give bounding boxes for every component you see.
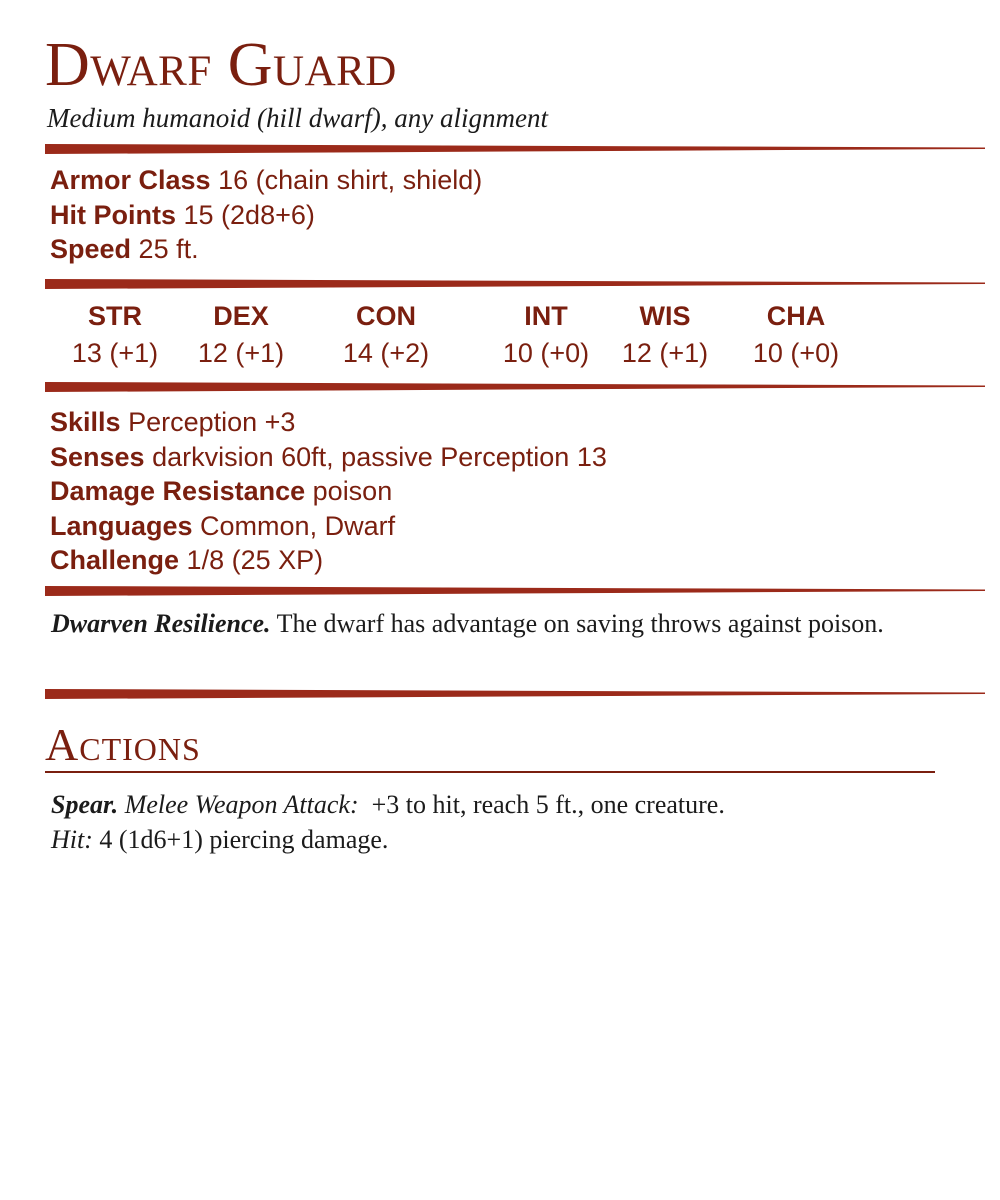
hit-points-label: Hit Points: [50, 199, 176, 230]
languages-label: Languages: [50, 510, 193, 541]
actions-heading: Actions: [45, 719, 201, 770]
speed-label: Speed: [50, 234, 132, 264]
ability-con: [331, 296, 441, 370]
skills-label: Skills: [50, 407, 121, 437]
divider-rule: [45, 689, 985, 699]
ability-int: [491, 296, 601, 370]
monster-name: Dwarf Guard: [45, 31, 397, 99]
speed-value: 25 ft.: [138, 234, 199, 264]
challenge-line: [50, 543, 607, 578]
damage-resistance-line: [50, 474, 607, 509]
senses-value: darkvision 60ft, passive Perception 13: [152, 441, 607, 472]
actions-heading-underline: [45, 771, 935, 773]
damage-resistance-value: poison: [312, 476, 393, 506]
divider-rule: [45, 586, 985, 596]
trait-dwarven-resilience: [51, 606, 951, 642]
action-hit-line: [51, 822, 951, 857]
action-hit-label: Hit:: [51, 825, 93, 854]
ability-name: CHA: [766, 301, 826, 331]
divider-rule: [45, 144, 985, 154]
ability-name: INT: [524, 301, 568, 331]
ability-score: 12 (+1): [197, 338, 285, 368]
armor-class-value: 16 (chain shirt, shield): [218, 165, 483, 195]
action-attack-text: +3 to hit, reach 5 ft., one creature.: [371, 790, 725, 819]
monster-meta: Medium humanoid (hill dwarf), any alignment: [47, 103, 548, 133]
speed-line: [50, 232, 482, 267]
hit-points-line: [50, 198, 482, 233]
armor-class-line: [50, 163, 482, 198]
ability-dex: [186, 296, 296, 370]
ability-cha: [741, 296, 851, 370]
basic-properties: [50, 163, 482, 267]
action-spear: [51, 787, 951, 857]
ability-score: 12 (+1): [621, 338, 709, 368]
ability-name: WIS: [639, 301, 691, 331]
trait-name: Dwarven Resilience.: [51, 609, 271, 638]
senses-line: [50, 440, 607, 475]
action-hit-text: 4 (1d6+1) piercing damage.: [99, 825, 389, 854]
languages-line: [50, 509, 607, 544]
skills-line: [50, 405, 607, 440]
ability-str: [60, 296, 170, 370]
divider-rule: [45, 279, 985, 289]
challenge-label: Challenge: [50, 545, 180, 575]
armor-class-label: Armor Class: [50, 165, 211, 195]
ability-score: 14 (+2): [342, 338, 430, 368]
ability-name: DEX: [213, 301, 269, 331]
ability-score: 13 (+1): [71, 338, 159, 368]
trait-text: The dwarf has advantage on saving throws against poison.: [276, 609, 884, 638]
ability-wis: [610, 296, 720, 370]
languages-value: Common, Dwarf: [200, 510, 396, 541]
hit-points-value: 15 (2d8+6): [183, 199, 315, 230]
ability-score: 10 (+0): [502, 338, 590, 368]
action-name: Spear.: [51, 790, 119, 819]
ability-scores: [0, 296, 1000, 376]
action-attack-line: [51, 787, 951, 822]
senses-label: Senses: [50, 441, 145, 472]
divider-rule: [45, 382, 985, 392]
damage-resistance-label: Damage Resistance: [50, 476, 306, 506]
ability-name: CON: [356, 301, 416, 331]
ability-score: 10 (+0): [752, 338, 840, 368]
action-attack-type: Melee Weapon Attack:: [124, 790, 359, 819]
ability-name: STR: [88, 301, 142, 331]
detail-properties: [50, 405, 607, 578]
challenge-value: 1/8 (25 XP): [186, 545, 324, 575]
skills-value: Perception +3: [128, 407, 296, 437]
